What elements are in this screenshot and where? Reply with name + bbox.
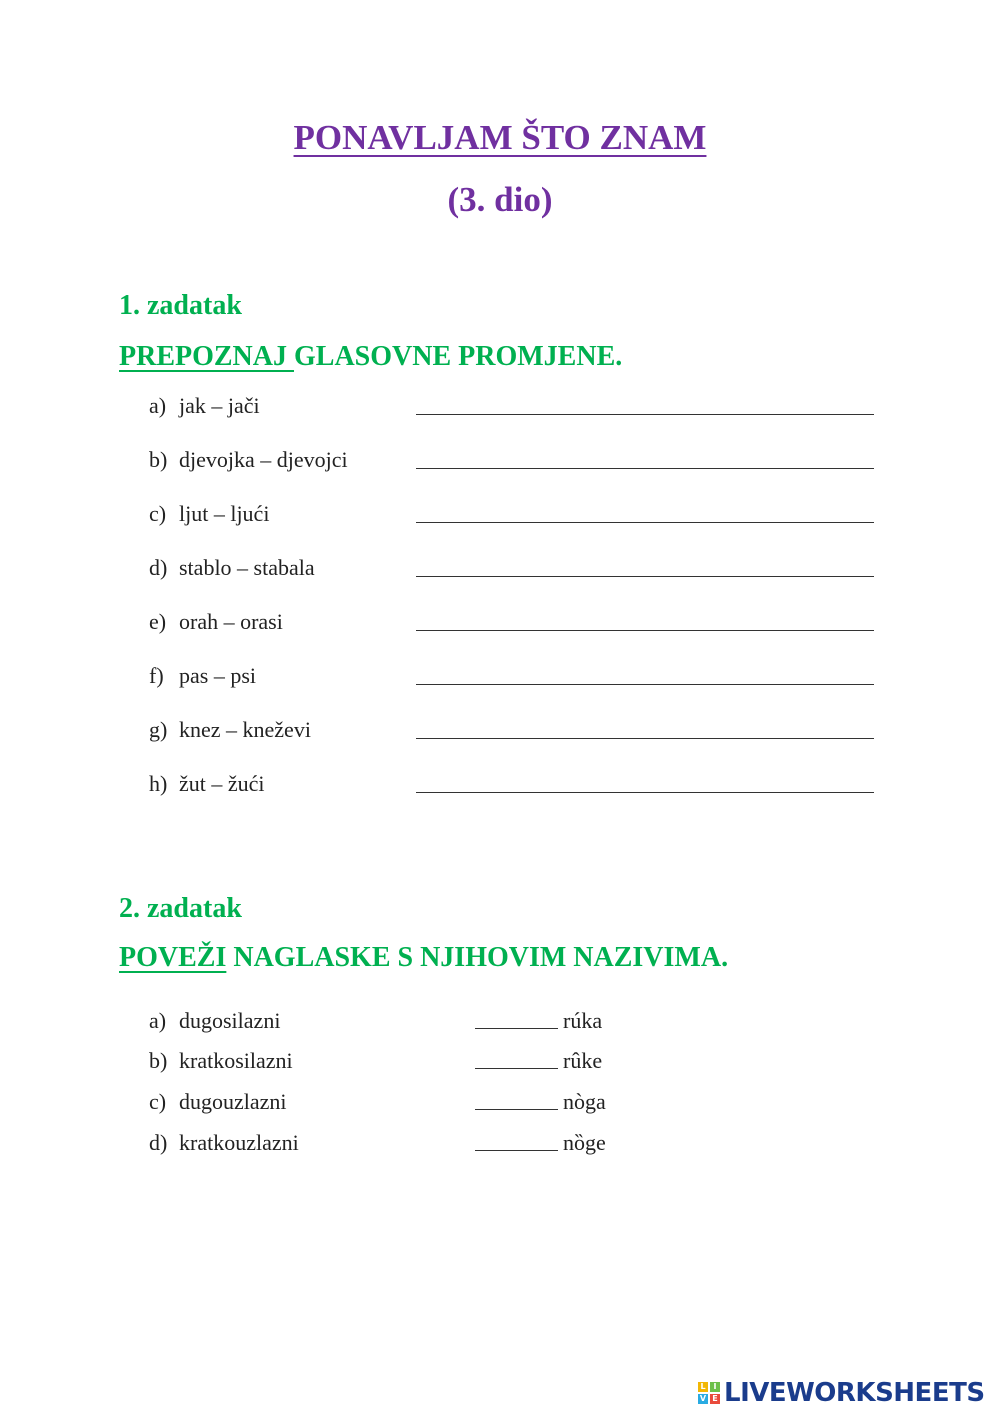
- list-item: c) dugouzlazni: [149, 1089, 287, 1114]
- answer-field-h[interactable]: [416, 792, 874, 793]
- accent-word: rúka: [563, 1008, 603, 1033]
- task1-heading: 1. zadatak: [119, 290, 242, 321]
- page-title: PONAVLJAM ŠTO ZNAM: [293, 118, 707, 157]
- list-item: b) djevojka – djevojci: [149, 447, 348, 472]
- liveworksheets-logo: [698, 1378, 985, 1408]
- logo-text: LIVEWORKSHEETS: [724, 1378, 985, 1408]
- task2-heading: 2. zadatak: [119, 893, 242, 924]
- task1-instruction: PREPOZNAJ GLASOVNE PROMJENE.: [119, 341, 623, 372]
- answer-field-e[interactable]: [416, 630, 874, 631]
- answer-field-b[interactable]: [416, 468, 874, 469]
- answer-field-g[interactable]: [416, 738, 874, 739]
- answer-field-a[interactable]: [416, 414, 874, 415]
- match-field-4[interactable]: [475, 1150, 558, 1151]
- list-item: f) pas – psi: [149, 663, 256, 688]
- list-item: g) knez – kneževi: [149, 717, 311, 742]
- logo-icon: L I V E: [698, 1382, 720, 1404]
- answer-field-d[interactable]: [416, 576, 874, 577]
- list-item: h) žut – žući: [149, 771, 265, 796]
- match-field-2[interactable]: [475, 1068, 558, 1069]
- list-item: d) kratkouzlazni: [149, 1130, 299, 1155]
- list-item: e) orah – orasi: [149, 609, 283, 634]
- list-item: d) stablo – stabala: [149, 555, 315, 580]
- match-field-1[interactable]: [475, 1028, 558, 1029]
- list-item: a) dugosilazni: [149, 1008, 281, 1033]
- task2-instruction: POVEŽI NAGLASKE S NJIHOVIM NAZIVIMA.: [119, 942, 729, 973]
- page-subtitle: (3. dio): [447, 180, 553, 219]
- answer-field-f[interactable]: [416, 684, 874, 685]
- list-item: c) ljut – ljući: [149, 501, 270, 526]
- match-field-3[interactable]: [475, 1109, 558, 1110]
- list-item: a) jak – jači: [149, 393, 260, 418]
- accent-word: rûke: [563, 1048, 603, 1073]
- list-item: b) kratkosilazni: [149, 1048, 293, 1073]
- accent-word: nȍge: [563, 1130, 606, 1155]
- accent-word: nòga: [563, 1089, 606, 1114]
- answer-field-c[interactable]: [416, 522, 874, 523]
